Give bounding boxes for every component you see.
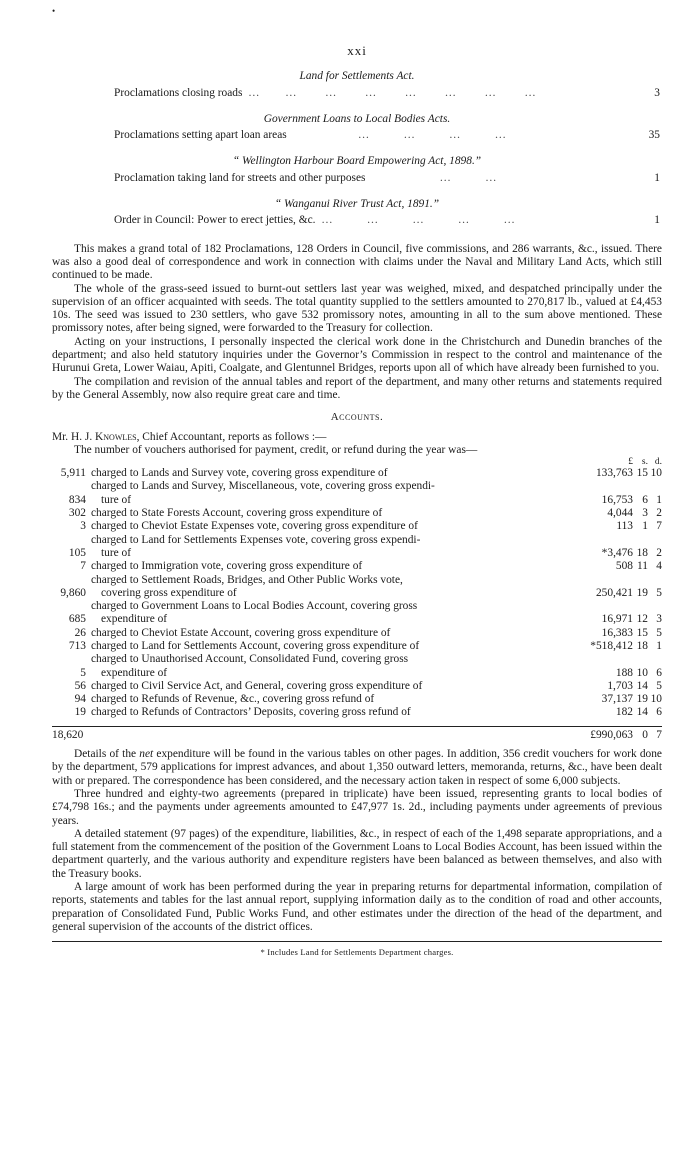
voucher-description-continued: ture of — [101, 493, 132, 506]
voucher-count: 713 — [68, 639, 86, 652]
voucher-row — [52, 600, 662, 627]
voucher-pence: 6 — [656, 666, 662, 679]
voucher-description — [86, 467, 583, 480]
voucher-shillings: 19 — [636, 586, 648, 599]
voucher-description-text: charged to Civil Service Act, and General, covering gross expenditure of — [91, 679, 423, 692]
voucher-amount — [583, 547, 662, 560]
accountant-prefix: Mr. H. J. — [52, 430, 96, 443]
voucher-count: 834 — [68, 493, 86, 506]
pence-header: d. — [654, 457, 662, 468]
voucher-pence: 5 — [656, 679, 662, 692]
total-row — [52, 729, 662, 742]
voucher-pounds: 4,044 — [607, 507, 633, 520]
voucher-description — [86, 560, 583, 573]
voucher-amount — [583, 613, 662, 626]
voucher-pence: 3 — [656, 613, 662, 626]
voucher-description — [86, 640, 583, 653]
act-heading: Land for Settlements Act. — [299, 70, 415, 83]
voucher-pounds: *3,476 — [601, 546, 633, 559]
voucher-description-text: charged to Immigration vote, covering gross expenditure of — [91, 560, 363, 573]
footnote-rule — [52, 941, 662, 942]
leader-dots: … … … … … — [315, 214, 515, 227]
net-text-post: expenditure will be found in the various tables on other pages. In addition, 356 credit vouchers for work done by the department, 579 applications for imprest advances, and about 1,350 outward letters, memoranda, returns, &c., have been dealt with or prepared. The correspondence has been considered, and the necessary action taken in respect of some 6,000 subjects. — [52, 748, 662, 787]
currency-column-headers — [52, 458, 662, 467]
voucher-count: 685 — [68, 613, 86, 626]
voucher-description — [86, 520, 583, 533]
voucher-shillings: 14 — [636, 679, 648, 692]
paragraph: A large amount of work has been performed during the year in preparing returns for departmental information, compilation of reports, statements and tables for the last annual report, supplying information daily as to the condition of road and other accounts, preparation of Consolidated Fund, Public Works Fund, and other estimates under the direction of the head of the department, and general supervision of the accounts of the district offices. — [52, 881, 662, 933]
paragraph: Three hundred and eighty-two agreements (prepared in triplicate) have been issued, representing grants to local bodies of £74,798 16s.; and the payments under agreements amounted to £47,977 1s. 2d., including payments under agreements of previous years. — [52, 787, 662, 827]
voucher-shillings: 19 — [636, 693, 648, 706]
voucher-row — [52, 627, 662, 640]
proclamation-row — [114, 172, 662, 185]
voucher-description — [86, 680, 583, 693]
proclamation-row — [114, 87, 662, 100]
act-heading: Government Loans to Local Bodies Acts. — [263, 112, 451, 125]
voucher-row — [52, 560, 662, 573]
shillings-header: s. — [641, 457, 648, 468]
voucher-description-text: charged to Government Loans to Local Bodies Account, covering gross — [91, 600, 418, 613]
voucher-pence: 6 — [656, 706, 662, 719]
voucher-description-text: charged to Lands and Survey vote, covering gross expenditure of — [91, 467, 388, 480]
proclamation-item: Order in Council: Power to erect jetties, &c. — [114, 214, 316, 227]
margin-mark: • — [52, 6, 56, 16]
total-pounds: £990,063 — [590, 728, 633, 741]
voucher-description-text: charged to Settlement Roads, Bridges, and Other Public Works vote, — [91, 573, 403, 586]
voucher-description-continued: ture of — [101, 546, 132, 559]
voucher-description-text: charged to Cheviot Estate Expenses vote, covering gross expenditure of — [91, 520, 418, 533]
proclamations-section — [52, 70, 662, 227]
voucher-shillings: 6 — [642, 493, 648, 506]
voucher-count: 56 — [74, 679, 86, 692]
voucher-amount — [583, 706, 662, 719]
voucher-description — [86, 600, 583, 627]
voucher-description — [86, 627, 583, 640]
voucher-amount — [583, 520, 662, 533]
voucher-row — [52, 653, 662, 680]
voucher-description-continued: expenditure of — [101, 666, 168, 679]
voucher-description-continued: expenditure of — [101, 613, 168, 626]
voucher-count: 105 — [68, 546, 86, 559]
voucher-pounds: 37,137 — [601, 693, 633, 706]
proclamation-row — [114, 129, 662, 142]
voucher-pence: 5 — [656, 586, 662, 599]
voucher-description-text: charged to Land for Settlements Expenses vote, covering gross expendi- — [91, 533, 421, 546]
voucher-count: 302 — [68, 507, 86, 520]
voucher-amount — [583, 680, 662, 693]
voucher-shillings: 1 — [642, 520, 648, 533]
voucher-shillings: 10 — [636, 666, 648, 679]
voucher-pounds: 16,753 — [601, 493, 633, 506]
voucher-pounds: 113 — [616, 520, 633, 533]
voucher-row — [52, 480, 662, 507]
proclamation-count: 1 — [654, 214, 660, 227]
voucher-pounds: 1,703 — [607, 679, 633, 692]
proclamation-count: 35 — [648, 129, 660, 142]
voucher-row — [52, 534, 662, 561]
voucher-description-text: charged to State Forests Account, covering gross expenditure of — [91, 507, 383, 520]
act-heading: “ Wanganui River Trust Act, 1891.” — [274, 198, 440, 211]
voucher-shillings: 12 — [636, 613, 648, 626]
paragraph: The whole of the grass-seed issued to burnt-out settlers last year was weighed, mixed, and despatched principally under the supervision of an officer acquainted with seeds. The total quantity supplied to the settlers amounted to 270,817 lb., valued at £4,453 10s. The seed was issued to 230 settlers, who gave 532 promissory notes, amounting in all to the sum above mentioned. These promissory notes, after being signed, were forwarded to the Treasury for collection. — [52, 282, 662, 335]
total-amount — [583, 729, 662, 742]
total-count: 18,620 — [52, 728, 84, 741]
net-text-pre: Details of the — [74, 748, 140, 761]
voucher-count: 19 — [74, 706, 86, 719]
voucher-count: 26 — [74, 626, 86, 639]
paragraph: The compilation and revision of the annual tables and report of the department, and many other returns and statements required by the General Assembly, now also require great care and time. — [52, 375, 662, 401]
proclamation-row — [114, 214, 662, 227]
voucher-count: 5,911 — [60, 467, 86, 480]
voucher-amount — [583, 467, 662, 480]
voucher-count: 7 — [80, 560, 86, 573]
voucher-pounds: 508 — [615, 560, 633, 573]
voucher-row — [52, 467, 662, 480]
voucher-shillings: 15 — [636, 467, 648, 480]
voucher-pence: 5 — [656, 626, 662, 639]
voucher-pounds: 133,763 — [595, 467, 633, 480]
footnote: * Includes Land for Settlements Department charges. — [260, 947, 454, 958]
voucher-row — [52, 507, 662, 520]
voucher-row — [52, 680, 662, 693]
voucher-description-continued: covering gross expenditure of — [101, 586, 237, 599]
proclamation-item: Proclamations closing roads — [114, 86, 243, 99]
paragraph: A detailed statement (97 pages) of the expenditure, liabilities, &c., in respect of each of the 1,498 separate appropriations, and a full statement from the commencement of the position of the Government Loans to Local Bodies Account, has been issued within the department quarterly, and the various authority and expenditure registers have been balanced as between themselves, and also with the Treasury books. — [52, 827, 662, 880]
voucher-shillings: 15 — [636, 626, 648, 639]
voucher-description — [86, 574, 583, 601]
voucher-shillings: 18 — [636, 546, 648, 559]
total-pence: 7 — [656, 728, 662, 741]
proclamation-item: Proclamation taking land for streets and other purposes — [114, 171, 366, 184]
voucher-shillings: 3 — [642, 507, 648, 520]
act-heading: “ Wellington Harbour Board Empowering Act, 1898.” — [232, 155, 482, 168]
page-number: xxi — [347, 43, 367, 58]
voucher-pounds: 250,421 — [595, 586, 633, 599]
voucher-amount — [583, 640, 662, 653]
voucher-description-text: charged to Unauthorised Account, Consolidated Fund, covering gross — [91, 653, 409, 666]
voucher-description — [86, 507, 583, 520]
voucher-pence: 10 — [650, 693, 662, 706]
voucher-pounds: 16,971 — [601, 613, 633, 626]
leader-dots: … … — [365, 171, 497, 184]
voucher-shillings: 11 — [637, 560, 648, 573]
voucher-description — [86, 480, 583, 507]
net-text-emphasis: net — [139, 748, 154, 761]
accounts-heading: Accounts. — [330, 411, 384, 424]
voucher-description-text: charged to Lands and Survey, Miscellaneous, vote, covering gross expendi- — [91, 480, 435, 493]
paragraph — [52, 748, 662, 788]
voucher-description-text: charged to Refunds of Contractors’ Deposits, covering gross refund of — [91, 706, 411, 719]
voucher-shillings: 18 — [636, 639, 648, 652]
voucher-row — [52, 640, 662, 653]
voucher-amount — [583, 494, 662, 507]
voucher-pence: 1 — [656, 639, 662, 652]
proclamation-item: Proclamations setting apart loan areas — [114, 129, 287, 142]
voucher-pence: 2 — [656, 507, 662, 520]
voucher-description — [86, 693, 583, 706]
voucher-pounds: *518,412 — [590, 639, 633, 652]
voucher-amount — [583, 667, 662, 680]
paragraph: This makes a grand total of 182 Proclamations, 128 Orders in Council, five commissions, and 286 warrants, &c., issued. There was also a good deal of correspondence and work in connection with claims under the Naval and Military Land Acts, which still continued to be made. — [52, 242, 662, 282]
voucher-pence: 1 — [656, 493, 662, 506]
voucher-shillings: 14 — [636, 706, 648, 719]
voucher-amount — [583, 560, 662, 573]
voucher-pence: 2 — [656, 546, 662, 559]
proclamation-count: 1 — [654, 171, 660, 184]
voucher-pence: 7 — [656, 520, 662, 533]
voucher-pounds: 182 — [615, 706, 633, 719]
voucher-count: 94 — [74, 693, 86, 706]
leader-dots: … … … … … … … … — [242, 86, 536, 99]
voucher-row — [52, 693, 662, 706]
paragraph: Acting on your instructions, I personally inspected the clerical work done in the Christchurch and Dunedin branches of the department; and also held statutory inquiries under the Governor’s Commission in respect to the control and maintenance of the Hurunui Greta, Lower Waiau, Apiti, Coalgate, and Glentunnel Bridges, reports upon all of which have already been furnished to you. — [52, 335, 662, 375]
voucher-table — [52, 467, 662, 720]
document-page — [52, 0, 662, 960]
accountant-line — [52, 431, 662, 444]
voucher-description-text: charged to Cheviot Estate Account, covering gross expenditure of — [91, 626, 391, 639]
voucher-pence: 4 — [656, 560, 662, 573]
accountant-suffix: , Chief Accountant, reports as follows :— — [136, 430, 327, 443]
voucher-amount — [583, 693, 662, 706]
voucher-row — [52, 520, 662, 533]
voucher-pounds: 188 — [615, 666, 633, 679]
voucher-description — [86, 653, 583, 680]
voucher-description-text: charged to Refunds of Revenue, &c., covering gross refund of — [91, 693, 375, 706]
voucher-row — [52, 706, 662, 719]
proclamation-count: 3 — [654, 86, 660, 99]
accounts-intro: The number of vouchers authorised for payment, credit, or refund during the year was— — [74, 443, 478, 456]
voucher-amount — [583, 507, 662, 520]
voucher-row — [52, 574, 662, 601]
voucher-description — [86, 534, 583, 561]
voucher-description-text: charged to Land for Settlements Account, covering gross expenditure of — [91, 639, 420, 652]
accountant-name: Knowles — [95, 430, 137, 443]
total-rule — [52, 726, 662, 727]
voucher-amount — [583, 587, 662, 600]
voucher-count: 5 — [80, 666, 86, 679]
voucher-pence: 10 — [650, 467, 662, 480]
pounds-header: £ — [628, 457, 633, 468]
voucher-pounds: 16,383 — [601, 626, 633, 639]
voucher-amount — [583, 627, 662, 640]
voucher-description — [86, 706, 583, 719]
total-shillings: 0 — [642, 728, 648, 741]
leader-dots: … … … … — [286, 129, 506, 142]
voucher-count: 3 — [80, 520, 86, 533]
voucher-count: 9,860 — [60, 586, 86, 599]
